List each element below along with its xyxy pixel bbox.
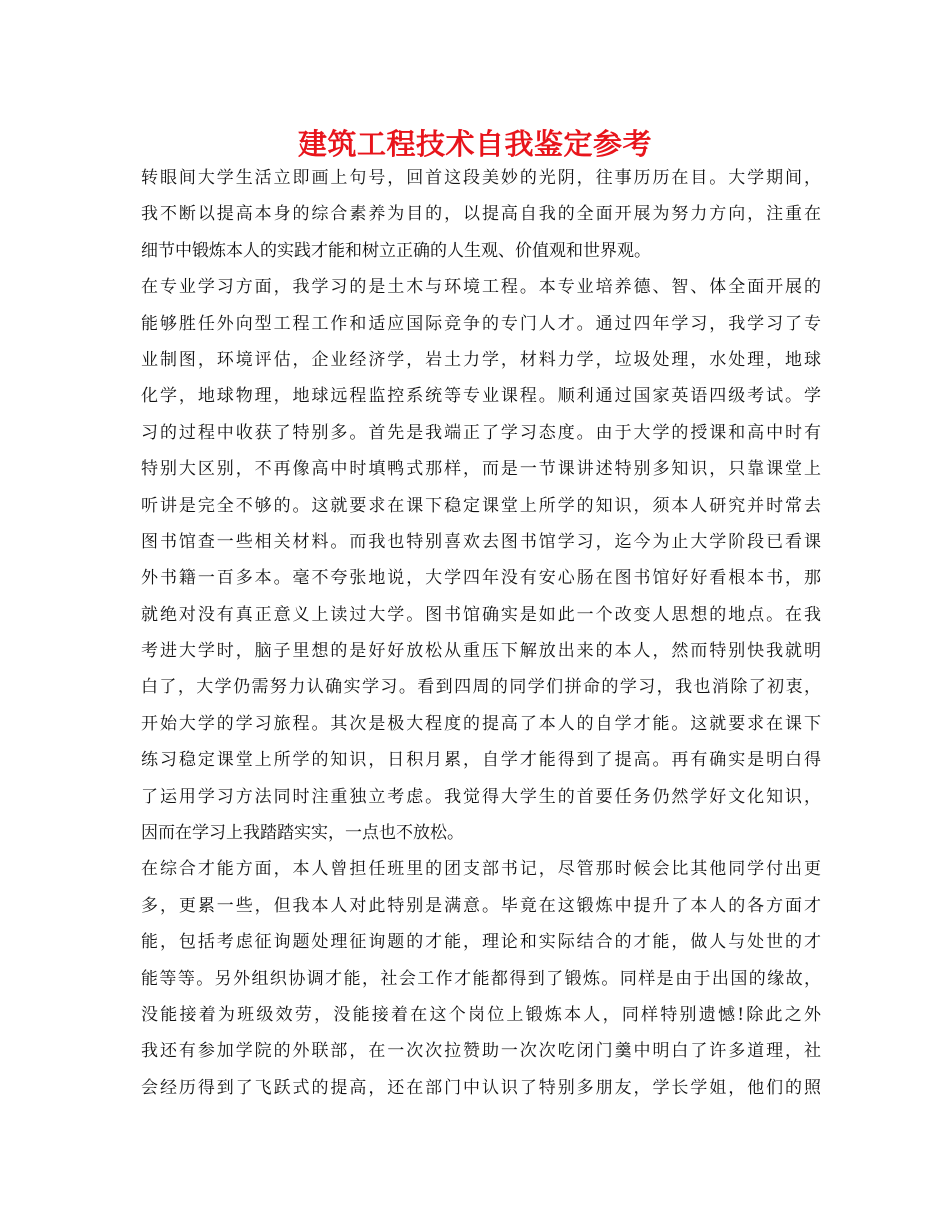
body-line: 了运用学习方法同时注重独立考虑。我觉得大学生的首要任务仍然学好文化知识， <box>141 786 821 807</box>
body-line: 业制图，环境评估，企业经济学，岩土力学，材料力学，垃圾处理，水处理，地球 <box>141 349 821 370</box>
body-line: 没能接着为班级效劳，没能接着在这个岗位上锻炼本人，同样特别遗憾!除此之外 <box>141 1004 821 1025</box>
body-line: 化学，地球物理，地球远程监控系统等专业课程。顺利通过国家英语四级考试。学 <box>141 386 821 407</box>
body-line: 在综合才能方面，本人曾担任班里的团支部书记，尽管那时候会比其他同学付出更 <box>141 859 821 880</box>
body-line: 会经历得到了飞跃式的提高，还在部门中认识了特别多朋友，学长学姐，他们的照 <box>141 1077 821 1098</box>
body-line: 在专业学习方面，我学习的是土木与环境工程。本专业培养德、智、体全面开展的 <box>141 277 821 298</box>
body-line: 我还有参加学院的外联部，在一次次拉赞助一次次吃闭门羹中明白了许多道理，社 <box>141 1041 821 1062</box>
body-line: 考进大学时，脑子里想的是好好放松从重压下解放出来的本人，然而特别快我就明 <box>141 641 821 662</box>
body-line: 特别大区别，不再像高中时填鸭式那样，而是一节课讲述特别多知识，只靠课堂上 <box>141 459 821 480</box>
body-line: 习的过程中收获了特别多。首先是我端正了学习态度。由于大学的授课和高中时有 <box>141 422 821 443</box>
body-line: 能，包括考虑征询题处理征询题的才能，理论和实际结合的才能，做人与处世的才 <box>141 932 821 953</box>
body-line: 听讲是完全不够的。这就要求在课下稳定课堂上所学的知识，须本人研究并时常去 <box>141 495 821 516</box>
body-line: 我不断以提高本身的综合素养为目的，以提高自我的全面开展为努力方向，注重在 <box>141 204 821 225</box>
body-line: 多，更累一些，但我本人对此特别是满意。毕竟在这锻炼中提升了本人的各方面才 <box>141 895 821 916</box>
body-line: 因而在学习上我踏踏实实，一点也不放松。 <box>141 823 464 844</box>
body-line: 转眼间大学生活立即画上句号，回首这段美妙的光阴，往事历历在目。大学期间， <box>141 168 821 188</box>
body-line: 就绝对没有真正意义上读过大学。图书馆确实是如此一个改变人思想的地点。在我 <box>141 604 821 625</box>
body-line: 图书馆查一些相关材料。而我也特别喜欢去图书馆学习，迄今为止大学阶段已看课 <box>141 531 821 552</box>
body-line: 能等等。另外组织协调才能，社会工作才能都得到了锻炼。同样是由于出国的缘故， <box>141 968 821 989</box>
body-line: 开始大学的学习旅程。其次是极大程度的提高了本人的自学才能。这就要求在课下 <box>141 713 821 734</box>
body-line: 细节中锻炼本人的实践才能和树立正确的人生观、价值观和世界观。 <box>141 240 651 261</box>
body-line: 白了，大学仍需努力认确实学习。看到四周的同学们拼命的学习，我也消除了初衷， <box>141 677 821 698</box>
body-line: 外书籍一百多本。毫不夸张地说，大学四年没有安心肠在图书馆好好看根本书，那 <box>141 568 821 589</box>
body-line: 练习稳定课堂上所学的知识，日积月累，自学才能得到了提高。再有确实是明白得 <box>141 750 821 771</box>
document-title: 建筑工程技术自我鉴定参考 <box>297 127 652 161</box>
body-line: 能够胜任外向型工程工作和适应国际竞争的专门人才。通过四年学习，我学习了专 <box>141 313 821 334</box>
document-body <box>141 160 821 1106</box>
